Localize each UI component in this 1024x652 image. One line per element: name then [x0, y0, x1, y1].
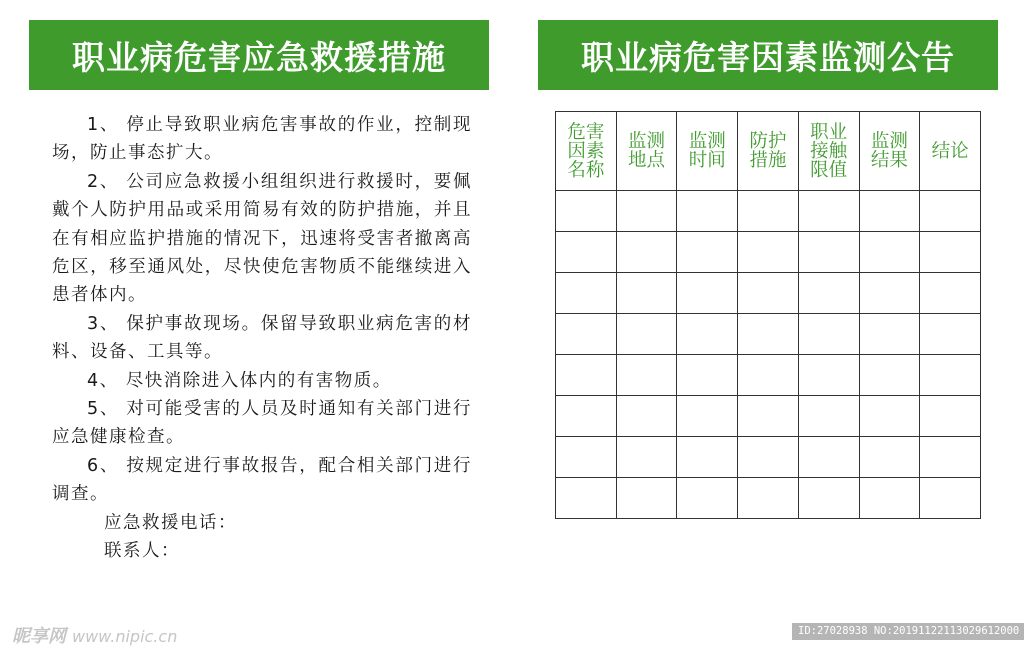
- table-cell: [920, 437, 981, 478]
- column-header-conclusion: 结论: [920, 112, 981, 191]
- table-cell: [920, 355, 981, 396]
- table-cell: [920, 396, 981, 437]
- table-cell: [556, 232, 617, 273]
- table-row: [556, 232, 981, 273]
- measure-item-2: 2、 公司应急救援小组组织进行救援时，要佩戴个人防护用品或采用简易有效的防护措施，并且在有相应监护措施的情况下，迅速将受害者撤离高危区，移至通风处，尽快使危害物质不能继续进入患者体内。: [52, 171, 472, 306]
- table-cell: [677, 355, 738, 396]
- table-cell: [677, 478, 738, 519]
- monitoring-table: [555, 111, 981, 519]
- table-cell: [738, 314, 799, 355]
- table-row: [556, 314, 981, 355]
- table-cell: [738, 396, 799, 437]
- table-cell: [677, 396, 738, 437]
- table-body: [556, 191, 981, 519]
- table-cell: [556, 355, 617, 396]
- table-cell: [738, 191, 799, 232]
- table-cell: [798, 396, 859, 437]
- table-cell: [738, 478, 799, 519]
- column-header-time: 监测时间: [677, 112, 738, 191]
- column-header-exposure-limit: 职业接触限值: [798, 112, 859, 191]
- table-cell: [738, 437, 799, 478]
- watermark-brand: [12, 622, 177, 648]
- column-header-protection: 防护措施: [738, 112, 799, 191]
- table-cell: [616, 191, 677, 232]
- table-row: [556, 396, 981, 437]
- watermark-id-badge: ID:27028938 NO:20191122113029612000: [792, 623, 1024, 640]
- measure-item-3: 3、 保护事故现场。保留导致职业病危害的材料、设备、工具等。: [52, 313, 472, 363]
- table-cell: [920, 273, 981, 314]
- table-cell: [859, 478, 920, 519]
- table-cell: [677, 191, 738, 232]
- table-cell: [798, 191, 859, 232]
- table-cell: [616, 314, 677, 355]
- measure-item-6: 6、 按规定进行事故报告，配合相关部门进行调查。: [52, 455, 472, 505]
- table-cell: [798, 232, 859, 273]
- watermark-url: www.nipic.cn: [72, 627, 178, 646]
- table-row: [556, 478, 981, 519]
- table-cell: [920, 232, 981, 273]
- table-row: [556, 273, 981, 314]
- table-header-row: [556, 112, 981, 191]
- column-header-hazard-name: 危害因素名称: [556, 112, 617, 191]
- table-cell: [556, 396, 617, 437]
- table-cell: [859, 191, 920, 232]
- table-cell: [738, 273, 799, 314]
- table-cell: [616, 355, 677, 396]
- table-cell: [556, 437, 617, 478]
- left-panel-title: 职业病危害应急救援措施: [29, 20, 489, 90]
- table-cell: [798, 355, 859, 396]
- right-panel-title: 职业病危害因素监测公告: [538, 20, 998, 90]
- table-cell: [738, 355, 799, 396]
- table-cell: [920, 314, 981, 355]
- emergency-phone-label: 应急救援电话：: [104, 512, 237, 533]
- table-cell: [556, 191, 617, 232]
- emergency-measures-text: [52, 111, 472, 566]
- table-cell: [556, 273, 617, 314]
- table-cell: [798, 478, 859, 519]
- watermark-brand-name: 昵享网: [12, 626, 66, 647]
- table-cell: [859, 232, 920, 273]
- table-cell: [556, 478, 617, 519]
- measure-item-4: 4、 尽快消除进入体内的有害物质。: [87, 370, 392, 391]
- table-cell: [677, 273, 738, 314]
- table-cell: [677, 314, 738, 355]
- table-cell: [677, 232, 738, 273]
- table-cell: [859, 314, 920, 355]
- column-header-location: 监测地点: [616, 112, 677, 191]
- table-cell: [798, 437, 859, 478]
- table-cell: [859, 437, 920, 478]
- table-cell: [920, 191, 981, 232]
- table-cell: [859, 396, 920, 437]
- measure-item-5: 5、 对可能受害的人员及时通知有关部门进行应急健康检查。: [52, 399, 472, 448]
- table-cell: [738, 232, 799, 273]
- table-row: [556, 437, 981, 478]
- table-row: [556, 191, 981, 232]
- table-cell: [859, 273, 920, 314]
- measure-item-1: 1、 停止导致职业病危害事故的作业，控制现场，防止事态扩大。: [52, 115, 472, 164]
- table-cell: [616, 232, 677, 273]
- table-cell: [616, 437, 677, 478]
- table-cell: [798, 273, 859, 314]
- table-row: [556, 355, 981, 396]
- table-cell: [556, 314, 617, 355]
- column-header-result: 监测结果: [859, 112, 920, 191]
- table-cell: [859, 355, 920, 396]
- contact-person-label: 联系人：: [104, 541, 180, 562]
- table-cell: [798, 314, 859, 355]
- table-cell: [920, 478, 981, 519]
- table-cell: [616, 396, 677, 437]
- table-cell: [616, 273, 677, 314]
- table-cell: [616, 478, 677, 519]
- table-cell: [677, 437, 738, 478]
